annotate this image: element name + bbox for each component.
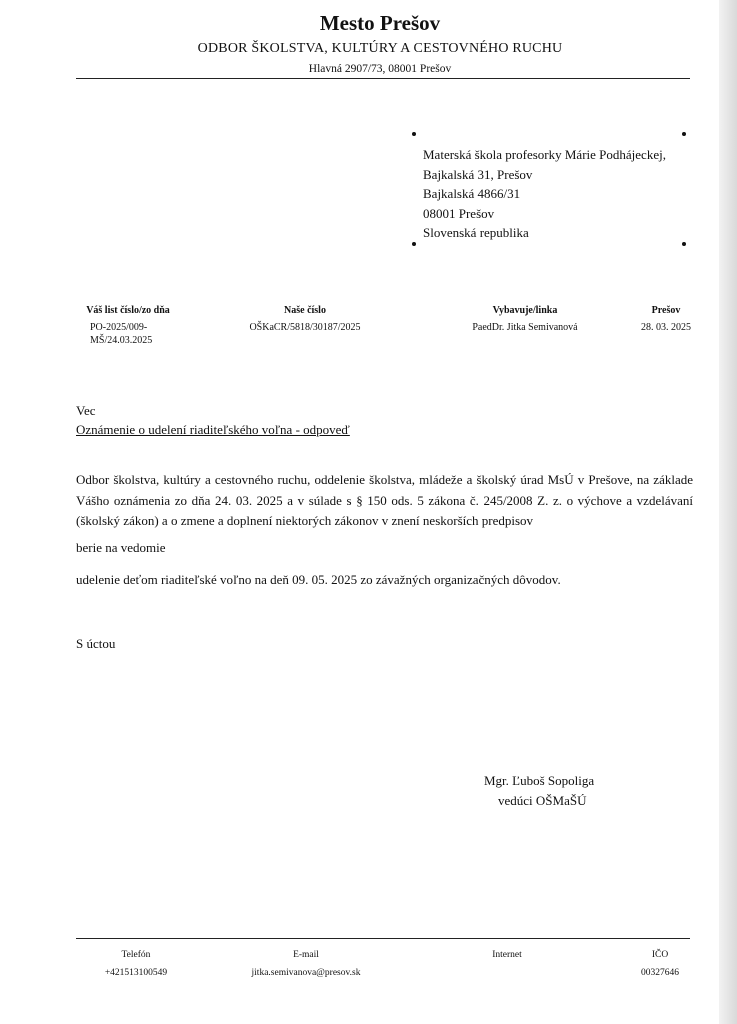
subject-line: Oznámenie o udelení riaditeľského voľna - odpoveď [76, 422, 350, 437]
ref-your-letter-value-2: MŠ/24.03.2025 [90, 335, 153, 346]
header-divider [76, 78, 690, 79]
statement-line: udelenie deťom riaditeľské voľno na deň 09. 05. 2025 zo závažných organizačných dôvodov. [76, 572, 561, 587]
footer-ico-value: 00327646 [641, 968, 679, 978]
signatory-title: vedúci OŠMaŠÚ [498, 793, 587, 808]
subject-label: Vec [76, 403, 96, 418]
ref-our-number-value: OŠKaCR/5818/30187/2025 [249, 322, 361, 333]
address-window-mark-bottom-right [682, 242, 686, 246]
signatory-name: Mgr. Ľuboš Sopoliga [484, 773, 595, 788]
ref-our-number [235, 305, 375, 334]
page-edge-shadow [719, 0, 737, 1024]
footer-email-label: E-mail [293, 950, 319, 960]
department-name: ODBOR ŠKOLSTVA, KULTÚRY A CESTOVNÉHO RUCHU [197, 41, 563, 56]
footer-phone-label: Telefón [121, 950, 151, 960]
recipient-line: Bajkalská 31, Prešov [423, 166, 533, 182]
ref-handled-by-value: PaedDr. Jitka Semivanová [472, 322, 578, 333]
footer-ico-label: IČO [651, 950, 669, 960]
ref-your-letter [70, 305, 186, 347]
ref-your-letter-value-1: PO-2025/009- [90, 322, 148, 333]
city-title: Mesto Prešov [319, 11, 441, 35]
address-window-mark-top-left [412, 132, 416, 136]
address-window-mark-bottom-left [412, 242, 416, 246]
closing-line: S úctou [76, 636, 116, 651]
ref-date-value: 28. 03. 2025 [641, 322, 691, 333]
office-address: Hlavná 2907/73, 08001 Prešov [308, 63, 452, 75]
footer-divider [76, 938, 690, 939]
footer-internet [477, 946, 537, 964]
footer-phone-value: +421513100549 [104, 968, 168, 978]
recipient-line: Slovenská republika [423, 225, 529, 240]
recipient-line: Bajkalská 4866/31 [423, 186, 521, 201]
ref-place-label: Prešov [651, 305, 681, 316]
letter-paragraph: Odbor školstva, kultúry a cestovného ruchu, oddelenie školstva, mládeže a školský úrad MsÚ v Prešove, na základe Vášho oznámenia zo dňa 24. 03. 2025 a v súlade s § 150 ods. 5 zákona č. 245/2008 Z. z. o výchove a vzdelávaní (školský zákon) a o zmene a doplnení niektorých zákonov v znení neskorších predpisov [76, 472, 693, 528]
ref-your-letter-label: Váš list číslo/zo dňa [86, 305, 170, 316]
footer-phone [96, 946, 176, 982]
address-window-mark-top-right [682, 132, 686, 136]
ref-our-number-label: Naše číslo [284, 305, 326, 316]
ref-handled-by-label: Vybavuje/linka [492, 305, 558, 316]
recipient-address [423, 145, 666, 243]
recipient-line: 08001 Prešov [423, 205, 495, 221]
footer-internet-label: Internet [492, 950, 522, 960]
takes-note-line: berie na vedomie [76, 540, 166, 555]
signature-block [484, 771, 594, 811]
footer-email [236, 946, 376, 982]
footer-email-value: jitka.semivanova@presov.sk [251, 968, 361, 978]
recipient-line: Materská škola profesorky Márie Podhájeckej, [423, 147, 666, 162]
ref-handled-by [455, 305, 595, 334]
footer-ico [630, 946, 690, 982]
ref-place-date [627, 305, 705, 334]
